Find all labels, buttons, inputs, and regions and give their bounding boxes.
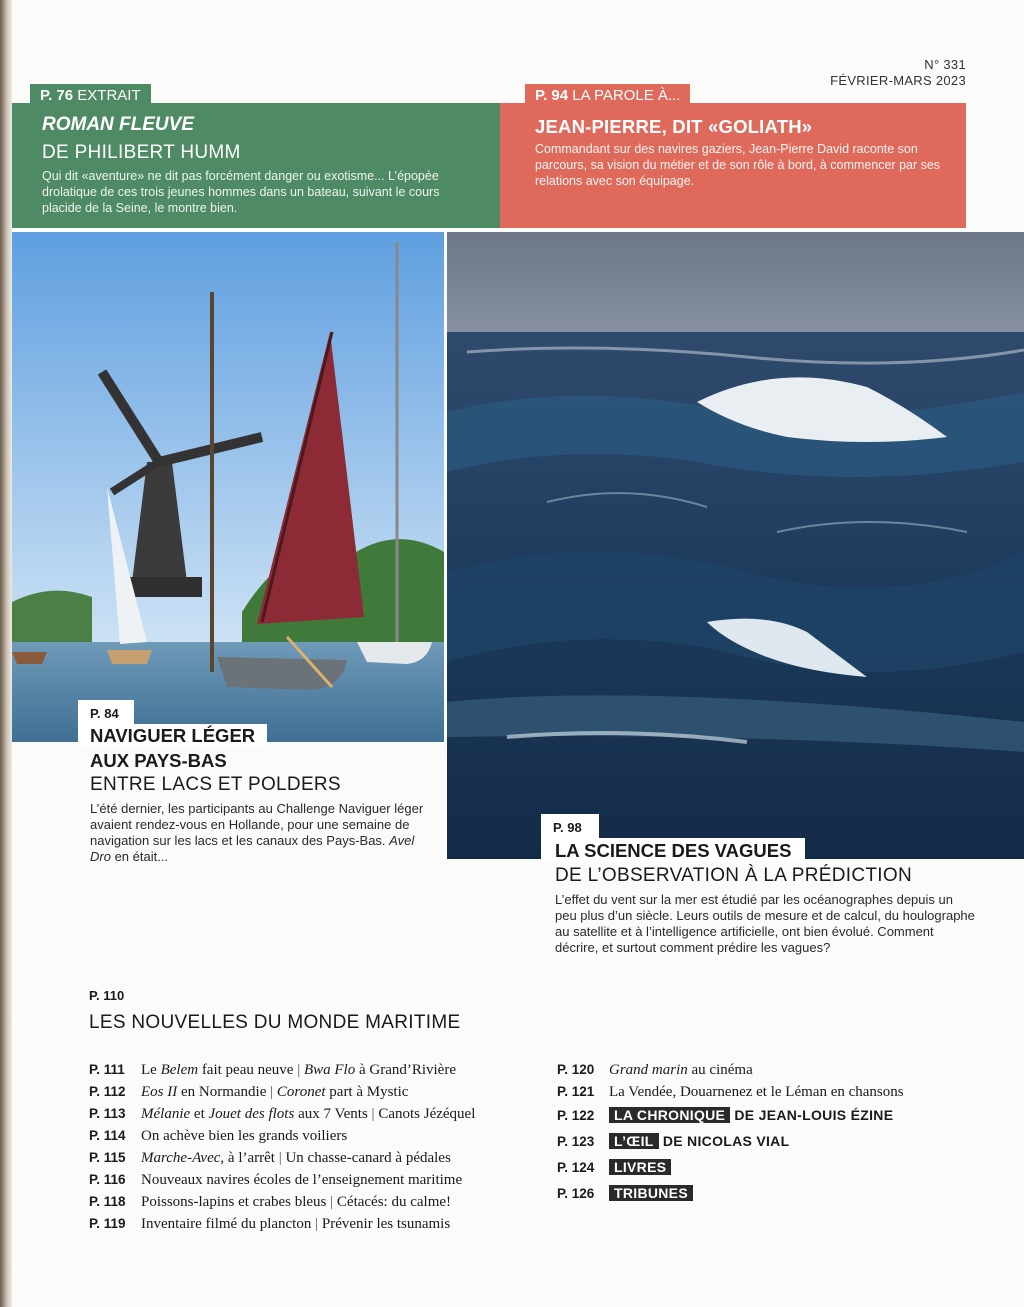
article-98-text: L’effet du vent sur la mer est étudié par les océanographes depuis un peu plus d’un siècle. Leurs outils de mesure et de calcul, du houlographe au satellite et à l’intelligence artificielle, ont bien évolué. Comment décrire, et surtout comment prédire les vagues? <box>555 892 975 955</box>
news-page: P. 110 <box>89 988 125 1003</box>
article-84-subtitle: ENTRE LACS ET POLDERS <box>90 774 341 795</box>
list-item: P. 114 On achève bien les grands voiliers <box>89 1128 348 1144</box>
extract-subtitle: DE PHILIBERT HUMM <box>42 142 241 163</box>
article-84-title-line1: NAVIGUER LÉGER <box>78 724 267 747</box>
section-badge: L’ŒIL <box>609 1133 659 1149</box>
sailing-photo-art <box>12 232 444 742</box>
news-title: LES NOUVELLES DU MONDE MARITIME <box>89 1012 461 1033</box>
sections-list <box>557 1058 977 1206</box>
list-item: P. 122 LA CHRONIQUE DE JEAN-LOUIS ÉZINE <box>557 1107 894 1123</box>
list-item: P. 123 L’ŒIL DE NICOLAS VIAL <box>557 1133 790 1149</box>
article-84-text <box>90 801 430 865</box>
list-item: P. 119 Inventaire filmé du plancton | Prévenir les tsunamis <box>89 1216 451 1232</box>
section-badge: LIVRES <box>609 1159 671 1175</box>
article-84-page: P. 84 <box>78 700 134 724</box>
waves-photo <box>447 232 1024 859</box>
list-item: P. 124 LIVRES <box>557 1154 977 1180</box>
extract-text: Qui dit «aventure» ne dit pas forcément danger ou exotisme... L’épopée drolatique de ces trois jeunes hommes dans un bateau, suivant le cours placide de la Seine, le montre bien. <box>42 169 440 215</box>
parole-text: Commandant sur des navires gaziers, Jean-Pierre David raconte son parcours, sa vision du métier et de son rôle à bord, à commencer par ses relations avec son équipage. <box>535 142 941 188</box>
issue-info <box>830 57 966 89</box>
list-item: P. 115 Marche-Avec, à l’arrêt | Un chasse-canard à pédales <box>89 1150 451 1166</box>
extract-kicker: EXTRAIT <box>77 87 141 104</box>
list-item: P. 118 Poissons-lapins et crabes bleus | Cétacés: du calme! <box>89 1194 452 1210</box>
list-item: P. 111 Le Belem fait peau neuve | Bwa Flo à Grand’Rivière <box>89 1062 456 1078</box>
extract-page: P. 76 <box>40 87 74 104</box>
issue-number: N° 331 <box>924 57 966 72</box>
parole-tab <box>525 84 690 108</box>
parole-kicker: LA PAROLE À... <box>572 87 681 104</box>
page-binding-edge <box>0 0 12 1307</box>
extract-tab <box>30 84 151 108</box>
list-item: P. 113 Mélanie et Jouet des flots aux 7 Vents | Canots Jézéquel <box>89 1106 476 1122</box>
article-98-title: LA SCIENCE DES VAGUES <box>541 838 805 862</box>
parole-title: JEAN-PIERRE, DIT «GOLIATH» <box>535 116 813 137</box>
list-item: P. 121 La Vendée, Douarnenez et le Léman en chansons <box>557 1084 904 1100</box>
article-84-text-end: en était... <box>110 849 169 864</box>
article-84-text-main: L’été dernier, les participants au Challenge Naviguer léger avaient rendez-vous en Hollande, pour une semaine de navigation sur les lacs et les canaux des Pays-Bas. <box>90 801 424 848</box>
section-badge: LA CHRONIQUE <box>609 1107 730 1123</box>
article-84-text-italic: Avel Dro <box>90 833 415 864</box>
article-98-page: P. 98 <box>541 814 599 838</box>
sailing-photo <box>12 232 444 742</box>
list-item: P. 116 Nouveaux navires écoles de l’enseignement maritime <box>89 1172 463 1188</box>
waves-photo-art <box>447 232 1024 859</box>
list-item: P. 120 Grand marin au cinéma <box>557 1062 753 1078</box>
list-item: P. 126 TRIBUNES <box>557 1180 977 1206</box>
parole-page: P. 94 <box>535 87 569 104</box>
article-84-title-line2: AUX PAYS-BAS <box>90 750 227 771</box>
section-badge: TRIBUNES <box>609 1185 693 1201</box>
news-list <box>89 1058 549 1234</box>
article-98-subtitle: DE L’OBSERVATION À LA PRÉDICTION <box>555 865 912 886</box>
list-item: P. 112 Eos II en Normandie | Coronet part à Mystic <box>89 1084 409 1100</box>
issue-date: FÉVRIER-MARS 2023 <box>830 73 966 88</box>
extract-title: ROMAN FLEUVE <box>42 114 194 135</box>
